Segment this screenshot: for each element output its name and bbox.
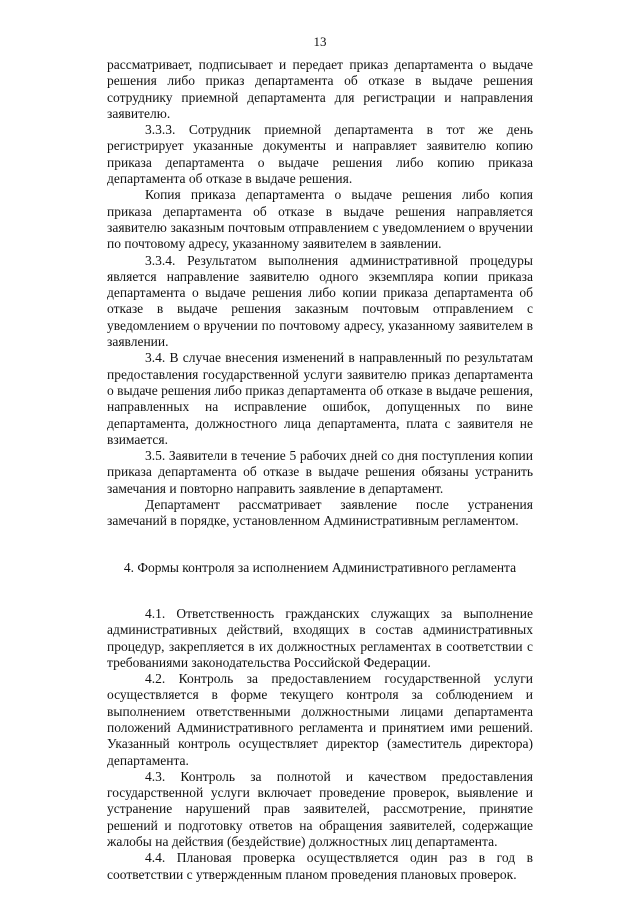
page-number: 13 [313, 34, 327, 49]
paragraph-4-1: 4.1. Ответственность гражданских служащих за выполнение административных действий, входящих в состав административных процедур, закрепляется в их должностных регламентах в соответствии с требованиями законодательства Российской Федерации. [107, 605, 533, 670]
section-heading: 4. Формы контроля за исполнением Административного регламента [123, 559, 517, 575]
paragraph-3-5: 3.5. Заявители в течение 5 рабочих дней со дня поступления копии приказа департамента об отказе в выдаче решения обязаны устранить замечания и повторно направить заявление в департамент. [107, 448, 533, 496]
paragraph-3-4: 3.4. В случае внесения изменений в направленный по результатам предоставления государственной услуги заявителю приказ департамента о выдаче решения либо приказ департамента об отказе в выдаче решения, направленных на исправление ошибок, допущенных по вине департамента, должностного лица департамента, плата с заявителя не взимается. [107, 350, 533, 447]
document-body [107, 57, 533, 883]
paragraph-3-3-3: 3.3.3. Сотрудник приемной департамента в тот же день регистрирует указанные документы и направляет заявителю копию приказа департамента о выдаче решения либо копию приказа департамента об отказе в выдаче решения. [107, 122, 533, 187]
paragraph-4-2: 4.2. Контроль за предоставлением государственной услуги осуществляется в форме текущего контроля за соблюдением и выполнением ответственными должностными лицами департамента положений Административного регламента и принятием ими решений. Указанный контроль осуществляет директор (заместитель директора) департамента. [107, 671, 533, 768]
paragraph-copy-order: Копия приказа департамента о выдаче решения либо копия приказа департамента об отказе в выдаче решения направляется заявителю заказным почтовым отправлением с уведомлением о вручении по почтовому адресу, указанному заявителем в заявлении. [107, 187, 533, 252]
paragraph-4-3: 4.3. Контроль за полнотой и качеством предоставления государственной услуги включает проведение проверок, выявление и устранение нарушений прав заявителей, рассмотрение, принятие решений и подготовку ответов на обращения заявителей, содержащие жалобы на действия (бездействие) должностных лиц департамента. [107, 768, 533, 850]
paragraph-4-4: 4.4. Плановая проверка осуществляется один раз в год в соответствии с утвержденным планом проведения плановых проверок. [107, 850, 533, 882]
paragraph-continuation: рассматривает, подписывает и передает приказ департамента о выдаче решения либо приказ департамента об отказе в выдаче решения сотруднику приемной департамента для регистрации и направления заявителю. [107, 57, 533, 121]
paragraph-department-review: Департамент рассматривает заявление после устранения замечаний в порядке, установленном Административным регламентом. [107, 497, 533, 529]
paragraph-3-3-4: 3.3.4. Результатом выполнения административной процедуры является направление заявителю одного экземпляра копии приказа департамента о выдаче решения либо копии приказа департамента об отказе в выдаче решения заказным почтовым отправлением с уведомлением о вручении по почтовому адресу, указанному заявителем в заявлении. [107, 252, 533, 350]
